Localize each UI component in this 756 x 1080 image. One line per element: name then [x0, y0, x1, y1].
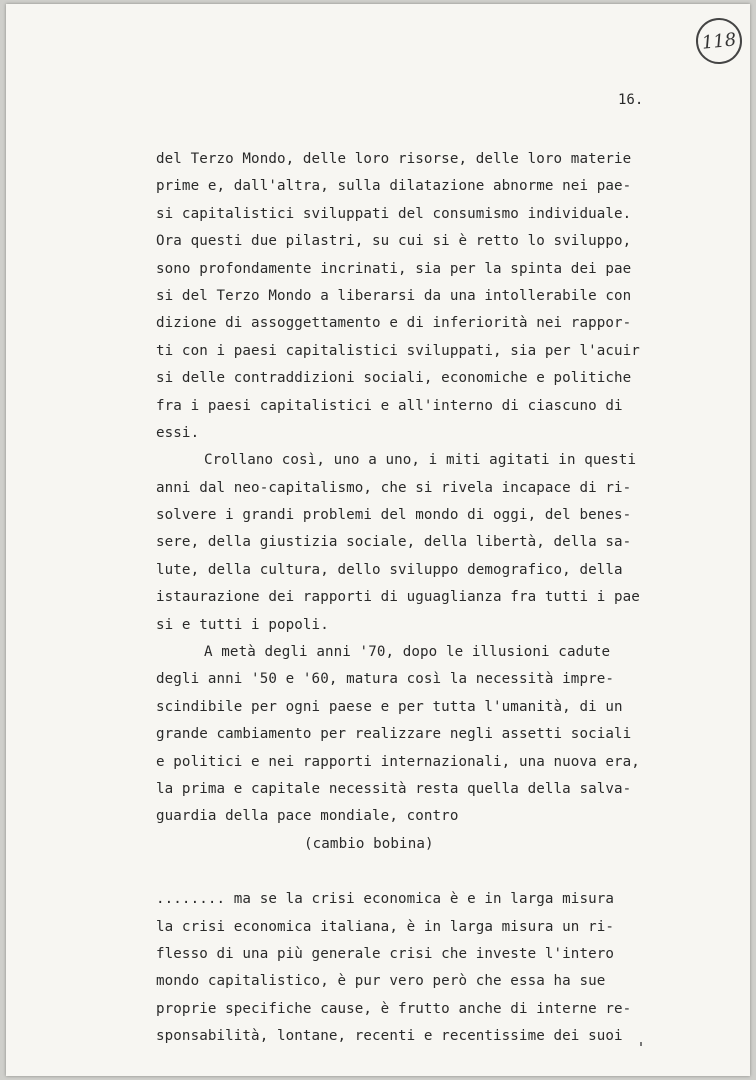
- text-line: guardia della pace mondiale, contro: [156, 808, 459, 825]
- text-line: scindibile per ogni paese e per tutta l'umanità, di un: [156, 698, 623, 715]
- separator-gap: [156, 858, 676, 886]
- body-text: [156, 146, 676, 1051]
- text-line: e politici e nei rapporti internazionali, una nuova era,: [156, 753, 640, 770]
- text-line: istaurazione dei rapporti di uguaglianza fra tutti i pae: [156, 589, 640, 606]
- page-number: 16.: [618, 92, 644, 108]
- text-line: anni dal neo-capitalismo, che si rivela incapace di ri-: [156, 479, 632, 496]
- text-line: prime e, dall'altra, sulla dilatazione abnorme nei pae-: [156, 178, 632, 195]
- text-line: sono profondamente incrinati, sia per la spinta dei pae: [156, 260, 632, 277]
- tape-change-note: (cambio bobina): [304, 835, 434, 852]
- text-line: lute, della cultura, dello sviluppo demografico, della: [156, 561, 623, 578]
- document-page: [6, 4, 750, 1076]
- text-line: ........ ma se la crisi economica è e in larga misura: [156, 891, 615, 908]
- text-line: la prima e capitale necessità resta quella della salva-: [156, 780, 632, 797]
- text-line: grande cambiamento per realizzare negli assetti sociali: [156, 726, 632, 743]
- text-line: Ora questi due pilastri, su cui si è retto lo sviluppo,: [156, 233, 632, 250]
- text-line: sponsabilità, lontane, recenti e recentissime dei suoi: [156, 1028, 623, 1045]
- text-line: solvere i grandi problemi del mondo di oggi, del benes-: [156, 507, 632, 524]
- text-line: mondo capitalistico, è pur vero però che essa ha sue: [156, 973, 606, 990]
- text-line: la crisi economica italiana, è in larga misura un ri-: [156, 918, 615, 935]
- text-line: A metà degli anni '70, dopo le illusioni cadute: [204, 644, 611, 661]
- paragraph-1: [156, 146, 676, 447]
- paragraph-2: [156, 447, 676, 639]
- text-line: fra i paesi capitalistici e all'interno di ciascuno di: [156, 397, 623, 414]
- text-line: essi.: [156, 424, 200, 441]
- text-line: ti con i paesi capitalistici sviluppati, sia per l'acuir: [156, 342, 640, 359]
- text-line: proprie specifiche cause, è frutto anche di interne re-: [156, 1000, 632, 1017]
- text-line: flesso di una più generale crisi che investe l'intero: [156, 945, 615, 962]
- paragraph-3: [156, 639, 676, 831]
- page-stamp: 118: [694, 16, 745, 67]
- scan-speck: [640, 1042, 642, 1046]
- text-line: si e tutti i popoli.: [156, 616, 329, 633]
- text-line: si capitalistici sviluppati del consumismo individuale.: [156, 205, 632, 222]
- text-line: si delle contraddizioni sociali, economiche e politiche: [156, 370, 632, 387]
- text-line: Crollano così, uno a uno, i miti agitati in questi: [204, 452, 637, 469]
- text-line: del Terzo Mondo, delle loro risorse, delle loro materie: [156, 151, 632, 167]
- paragraph-4: [156, 886, 676, 1050]
- text-line: si del Terzo Mondo a liberarsi da una intollerabile con: [156, 287, 632, 304]
- text-line: sere, della giustizia sociale, della libertà, della sa-: [156, 534, 632, 551]
- text-line: dizione di assoggettamento e di inferiorità nei rappor-: [156, 315, 632, 332]
- text-line: degli anni '50 e '60, matura così la necessità impre-: [156, 671, 615, 688]
